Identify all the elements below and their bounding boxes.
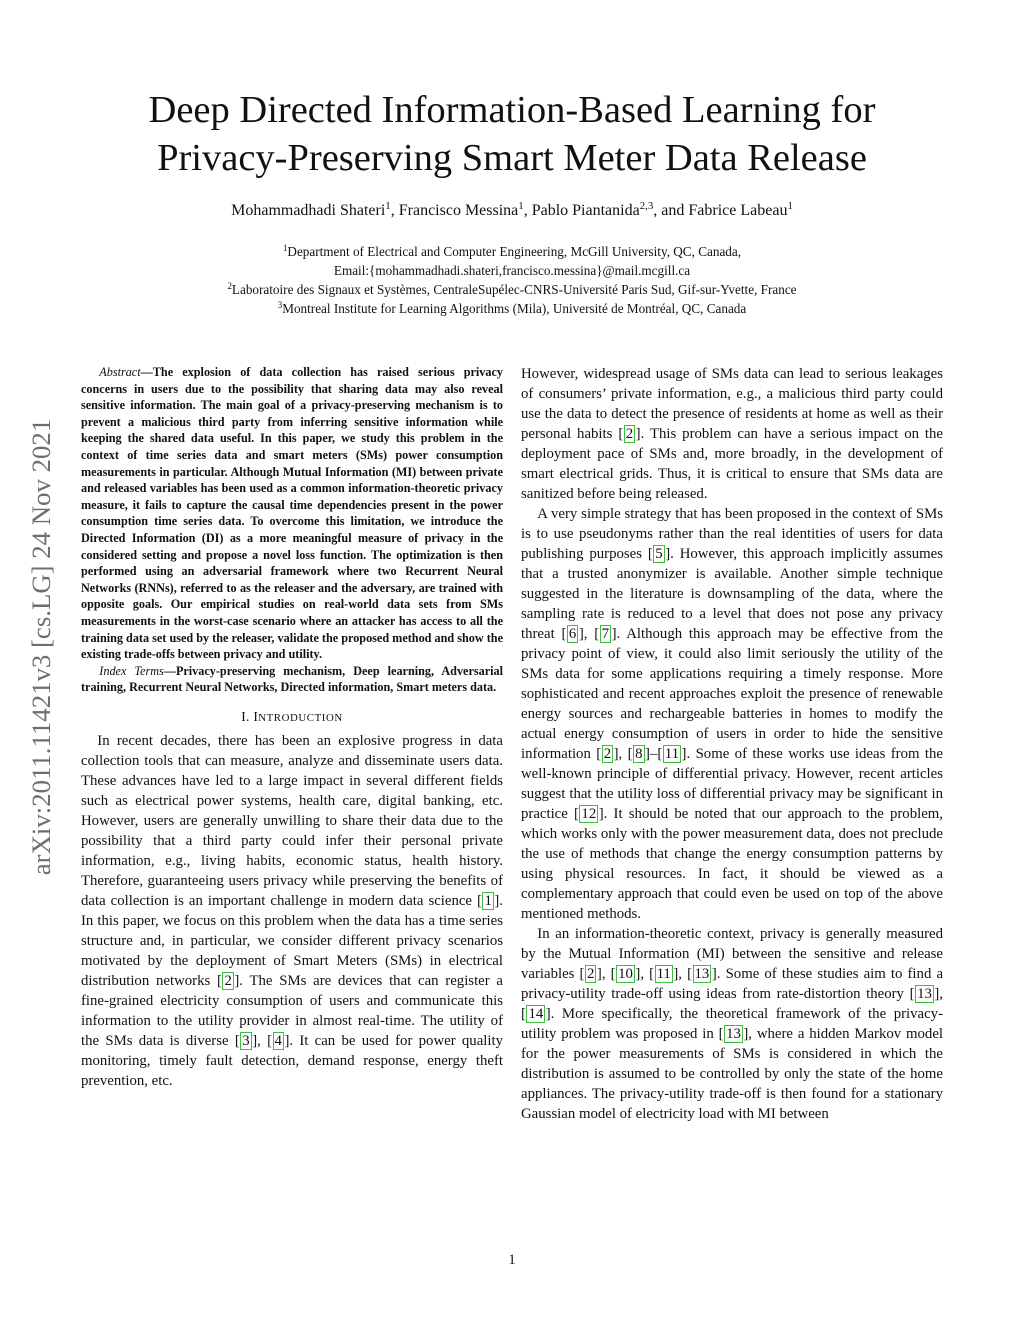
- citation-link[interactable]: 7: [601, 626, 610, 642]
- paragraph-text: In an information-theoretic context, privacy is generally measured by the Mutual Information (MI) between the sensitive and release variables: [521, 926, 943, 982]
- author-separator: ,: [390, 202, 399, 219]
- paper-title: [0, 86, 1024, 182]
- author-name: Fabrice Labeau: [688, 202, 788, 219]
- body-paragraph: In an information-theoretic context, privacy is generally measured by the Mutual Information (MI) between the sensitive and release variables [ 2 ], [ 10 ], [ 11 ], [ 13 ]. Some of these studies aim to find a privacy-utility trade-off using ideas from rate-distortion theory [ 13 ], [ 14 ]. More specifically, the theoretical framework of the privacy-utility problem was proposed in [ 13 ], where a hidden Markov model for the power measurements of SMs is considered in which the distribution is assumed to be controlled by only the state of the home appliances. The privacy-utility trade-off is then found for a stationary Gaussian model of electricity load with MI between: [521, 926, 944, 1122]
- title-line-2: Privacy-Preserving Smart Meter Data Release: [157, 137, 867, 179]
- affiliation-mark: 3: [277, 300, 283, 311]
- affiliation-text: Laboratoire des Signaux et Systèmes, CentraleSupélec-CNRS-Université Paris Sud, Gif-sur-Yvette, France: [231, 282, 797, 297]
- affiliation-line: [0, 280, 1024, 299]
- citation-link[interactable]: 13: [917, 986, 932, 1002]
- paragraph-text: . It should be noted that our approach to the problem, which works only with the power measurement data, does not preclude the use of methods that change the energy consumption patterns by using physical resources. In fact, it should be viewed as a complementary approach that could even be used on top of the above mentioned methods.: [521, 806, 943, 922]
- section-title-rest: NTRODUCTION: [258, 711, 343, 724]
- citation-link[interactable]: 11: [664, 746, 680, 762]
- paragraph-text: ,: [678, 966, 688, 982]
- citation-link[interactable]: 2: [625, 426, 634, 442]
- citation-link[interactable]: 6: [568, 626, 577, 642]
- affiliation-text: Email:{mohammadhadi.shateri,francisco.messina}@mail.mcgill.ca: [333, 263, 691, 278]
- page-number: 1: [508, 1252, 516, 1268]
- introduction-left-text: [81, 731, 503, 1091]
- paragraph-text: ,: [640, 966, 650, 982]
- paragraph-text: . Some of these works use ideas from the well-known principle of differential privacy. However, recent articles suggest that the utility loss of differential privacy may be significant in practice: [521, 746, 943, 822]
- paragraph-text: ,: [939, 986, 943, 1002]
- citation-link[interactable]: 2: [586, 966, 595, 982]
- paragraph-text: ,: [583, 626, 595, 642]
- paragraph-text: . In this paper, we focus on this problem when the data has a time series structure and, in particular, we consider different privacy scenarios motivated by the deployment of Smart Meters (SMs) in electrical distribution networks: [81, 892, 503, 989]
- author-affiliation-mark: 2,3: [639, 200, 654, 213]
- citation-link[interactable]: 5: [655, 546, 663, 562]
- affiliation-line: [0, 299, 1024, 318]
- citation-link[interactable]: 1: [484, 892, 492, 909]
- section-heading-introduction: [81, 709, 503, 725]
- right-column: [521, 364, 943, 1124]
- citation-link[interactable]: 13: [694, 966, 710, 982]
- abstract: [81, 364, 503, 696]
- abstract-label: Abstract: [99, 365, 141, 379]
- author-name: Pablo Piantanida: [531, 202, 640, 219]
- citation-link[interactable]: 4: [274, 1032, 282, 1049]
- citation-link[interactable]: 12: [581, 806, 597, 822]
- author-affiliation-mark: 1: [787, 200, 793, 213]
- author-separator: ,: [523, 202, 532, 219]
- paragraph-text: ,: [618, 746, 628, 762]
- index-terms-label: Index Terms: [99, 663, 164, 678]
- paragraph-text: ,: [257, 1032, 268, 1049]
- author-list: [0, 200, 1024, 222]
- citation-link[interactable]: 11: [656, 966, 671, 982]
- paragraph-text: . The SMs are devices that can register a fine-grained electricity consumption of users and communicate this information to the utility provider in almost real-time. The utility of the SMs data is diverse: [81, 972, 503, 1049]
- citation-link[interactable]: 2: [224, 972, 232, 989]
- section-title-initial: I: [253, 708, 259, 724]
- paragraph-text: . Some of these studies aim to find a privacy-utility trade-off using ideas from rate-distortion theory: [521, 966, 944, 1002]
- index-terms-text: —Privacy-preserving mechanism, Deep learning, Adversarial training, Recurrent Neural Networks, Directed information, Smart meters data.: [81, 663, 503, 695]
- paragraph-text: , where a hidden Markov model for the power measurements of SMs is considered in which the distribution is assumed to be controlled by only the state of the home appliances. The privacy-utility trade-off is then found for a stationary Gaussian model of electricity load with MI between: [521, 1026, 943, 1122]
- citation-link[interactable]: 8: [635, 746, 643, 762]
- author-name: Francisco Messina: [398, 202, 519, 219]
- paragraph-text: A very simple strategy that has been proposed in the context of SMs is to use pseudonyms rather than the real identities of users for data publishing purposes: [521, 506, 943, 562]
- paragraph-text: ,: [601, 966, 611, 982]
- introduction-right-text: [521, 364, 943, 1124]
- abstract-text: —The explosion of data collection has raised serious privacy concerns in users due to the possibility that sharing data may also reveal sensitive information. The main goal of a privacy-preserving mechanism is to prevent a malicious third party from inferring sensitive information while keeping the shared data useful. In this paper, we study this problem in the context of time series data and smart meters (SMs) power consumption measurements in particular. Although Mutual Information (MI) between private and released variables has been used as a common information-theoretic privacy measure, it fails to capture the causal time dependencies present in the power consumption time series data. To overcome this limitation, we introduce the Directed Information (DI) as a more meaningful measure of privacy in the considered setting and propose a novel loss function. The optimization is then performed using an adversarial framework where two Recurrent Neural Networks (RNNs), referred to as the releaser and the adversary, are trained with opposite goals. Our empirical studies on real-world data sets from SMs measurements in the worst-case scenario where an attacker has access to all the training data set used by the releaser, validate the proposed method and show the existing trade-offs between privacy and utility.: [81, 365, 503, 662]
- affiliation-line: [0, 242, 1024, 261]
- affiliation-mark: 1: [282, 243, 288, 254]
- paragraph-text: . More specifically, the theoretical framework of the privacy-utility problem was proposed in: [521, 1006, 943, 1042]
- affiliation-mark: 2: [227, 281, 232, 292]
- paragraph-text: . Although this approach may be effective from the privacy point of view, it could also limit seriously the utility of the SMs data for some applications requiring a timely response. More sophisticated and recent approaches exploit the presence of renewable energy sources and rechargeable batteries in homes to modify the actual energy consumption of users in order to hide the sensitive information: [521, 626, 943, 762]
- body-paragraph: A very simple strategy that has been proposed in the context of SMs is to use pseudonyms rather than the real identities of users for data publishing purposes [ 5 ]. However, this approach implicitly assumes that a trusted anonymizer is available. Another simple technique suggested in the literature is downsampling of the data, where the sampling rate is reduced to a level that does not pose any privacy threat [ 6 ], [ 7 ]. Although this approach may be effective from the privacy point of view, it could also limit seriously the utility of the SMs data for some applications requiring a timely response. More sophisticated and recent approaches exploit the presence of renewable energy sources and rechargeable batteries in homes to modify the actual energy consumption of users in order to hide the sensitive information [ 2 ], [ 8 ]–[ 11 ]. Some of these works use ideas from the well-known principle of differential privacy. However, recent articles suggest that the utility loss of differential privacy may be significant in practice [ 12 ]. It should be noted that our approach to the problem, which works only with the power measurement data, does not preclude the use of methods that change the energy consumption patterns by using physical resources. In fact, it should be viewed as a complementary approach that could even be used on top of the above mentioned methods.: [521, 506, 943, 922]
- body-paragraph: In recent decades, there has been an explosive progress in data collection tools that can measure, analyze and disseminate users data. These advances have led to a large impact in several different fields such as electrical power systems, health care, digital banking, etc. However, users are generally unwilling to share their data due to the possibility that a third party could infer their personal private information, e.g., living habits, economic status, health history. Therefore, guaranteeing users privacy while preserving the benefits of data collection is an important challenge in modern data science [ 1 ]. In this paper, we focus on this problem when the data has a time series structure and, in particular, we consider different privacy scenarios motivated by the deployment of Smart Meters (SMs) in electrical distribution networks [ 2 ]. The SMs are devices that can register a fine-grained electricity consumption of users and communicate this information to the utility provider in almost real-time. The utility of the SMs data is diverse [ 3 ], [ 4 ]. It can be used for power quality monitoring, timely fault detection, demand response, energy theft prevention, etc.: [81, 732, 503, 1089]
- affiliation-text: Department of Electrical and Computer Engineering, McGill University, QC, Canada,: [287, 244, 742, 259]
- section-number: I.: [241, 708, 254, 724]
- paragraph-text: . This problem can have a serious impact on the deployment pace of SMs and, more broadly, in the development of smart electrical grids. Thus, it is critical to ensure that SMs data are sanitized before being released.: [521, 426, 943, 502]
- affiliation-line: [0, 261, 1024, 280]
- author-separator: , and: [653, 202, 689, 219]
- author-affiliation-mark: 1: [385, 200, 391, 213]
- body-paragraph: However, widespread usage of SMs data can lead to serious leakages of consumers’ private information, e.g., a malicious third party could use the data to detect the presence of residents at home as well as their personal habits [ 2 ]. This problem can have a serious impact on the deployment pace of SMs and, more broadly, in the development of smart electrical grids. Thus, it is critical to ensure that SMs data are sanitized before being released.: [521, 366, 943, 502]
- citation-link[interactable]: 13: [726, 1026, 741, 1042]
- affiliation-text: Montreal Institute for Learning Algorithms (Mila), Université de Montréal, QC, Canada: [282, 301, 747, 316]
- paragraph-text: In recent decades, there has been an explosive progress in data collection tools that can measure, analyze and disseminate users data. These advances have led to a large impact in several different fields such as electrical power systems, health care, digital banking, etc. However, users are generally unwilling to share their data due to the possibility that a third party could infer their personal private information, e.g., living habits, economic status, health history. Therefore, guaranteeing users privacy while preserving the benefits of data collection is an important challenge in modern data science: [81, 732, 503, 909]
- title-line-1: Deep Directed Information-Based Learning for: [148, 89, 876, 131]
- paragraph-text: However, widespread usage of SMs data can lead to serious leakages of consumers’ private information, e.g., a malicious third party could use the data to detect the presence of residents at home as well as their personal habits: [521, 366, 943, 442]
- citation-link[interactable]: 14: [528, 1006, 544, 1022]
- citation-link[interactable]: 10: [618, 966, 633, 982]
- author-affiliation-mark: 1: [518, 200, 524, 213]
- affiliation-list: [0, 242, 1024, 318]
- citation-link[interactable]: 2: [603, 746, 612, 762]
- paragraph-text: . It can be used for power quality monitoring, timely fault detection, demand response, energy theft prevention, etc.: [81, 1032, 503, 1089]
- paragraph-text: –: [649, 746, 658, 762]
- left-column: [81, 364, 503, 1091]
- citation-link[interactable]: 3: [242, 1032, 250, 1049]
- paragraph-text: . However, this approach implicitly assumes that a trusted anonymizer is available. Another simple technique suggested in the literature is downsampling of the data, where the sampling rate is reduced to a level that does not pose any privacy threat: [521, 546, 943, 642]
- author-name: Mohammadhadi Shateri: [231, 202, 386, 219]
- arxiv-identifier-stamp: arXiv:2011.11421v3 [cs.LG] 24 Nov 2021: [26, 418, 56, 876]
